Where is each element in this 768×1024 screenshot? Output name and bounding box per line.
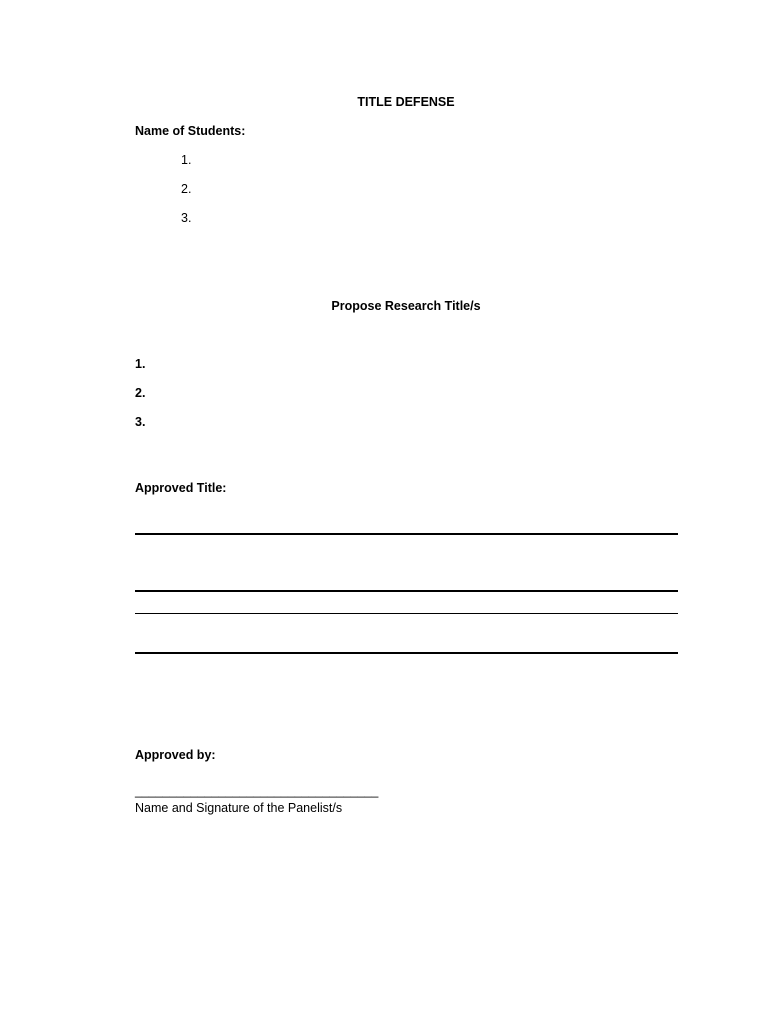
research-title-item-1: 1. <box>135 357 146 371</box>
approved-title-label: Approved Title: <box>135 481 227 495</box>
document-title: TITLE DEFENSE <box>357 95 455 109</box>
student-item-3: 3. <box>181 211 192 225</box>
approved-title-line-4 <box>135 652 678 654</box>
student-item-2: 2. <box>181 182 192 196</box>
signature-line: ___________________________________ <box>135 784 379 798</box>
approved-title-line-1 <box>135 533 678 535</box>
approved-title-line-3 <box>135 613 678 614</box>
student-item-1: 1. <box>181 153 192 167</box>
students-label: Name of Students: <box>135 124 246 138</box>
approved-title-line-2 <box>135 590 678 592</box>
signature-caption: Name and Signature of the Panelist/s <box>135 801 343 815</box>
research-titles-heading: Propose Research Title/s <box>331 299 481 313</box>
research-title-item-3: 3. <box>135 415 146 429</box>
research-title-item-2: 2. <box>135 386 146 400</box>
approved-by-label: Approved by: <box>135 748 216 762</box>
